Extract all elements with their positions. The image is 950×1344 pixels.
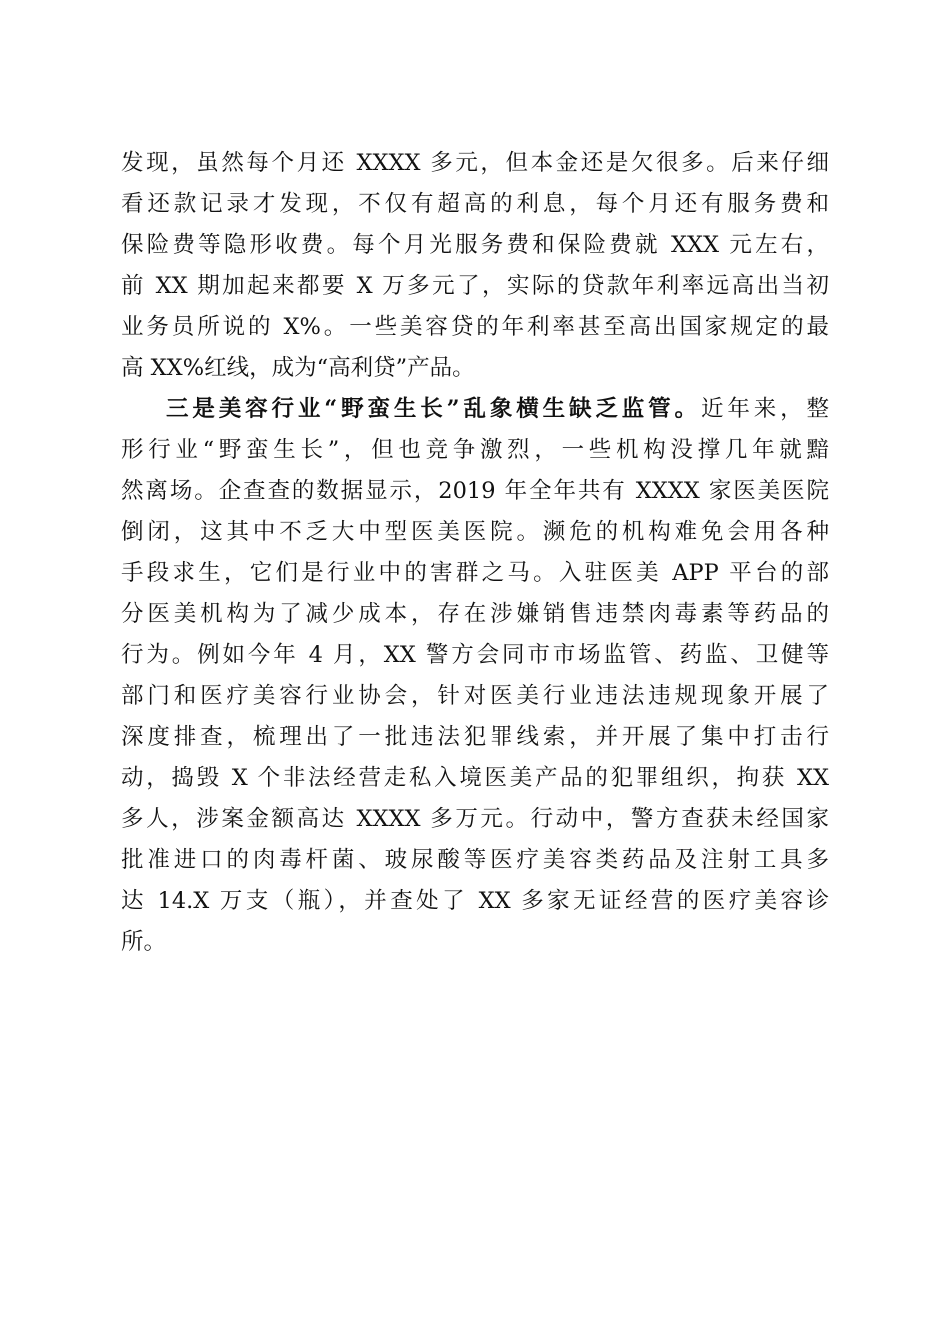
text-line: 分医美机构为了减少成本，存在涉嫌销售违禁肉毒素等药品的 <box>121 601 829 627</box>
text-line: 手段求生，它们是行业中的害群之马。入驻医美 APP 平台的部 <box>121 560 829 586</box>
text-line: 达 14.X 万支（瓶），并查处了 XX 多家无证经营的医疗美容诊 <box>121 888 829 914</box>
text-line: 发现，虽然每个月还 XXXX 多元，但本金还是欠很多。后来仔细 <box>121 150 829 176</box>
document-body <box>121 143 829 963</box>
text-line <box>121 389 829 430</box>
text-line: 行为。例如今年 4 月，XX 警方会同市市场监管、药监、卫健等 <box>121 642 829 668</box>
section-heading: 三是美容行业“野蛮生长”乱象横生缺乏监管。 <box>166 396 701 422</box>
text-line: 所。 <box>121 929 167 955</box>
text-line: 高 XX%红线，成为“高利贷”产品。 <box>121 355 475 381</box>
text-line: 保险费等隐形收费。每个月光服务费和保险费就 XXX 元左右， <box>121 232 829 258</box>
text-line: 倒闭，这其中不乏大中型医美医院。濒危的机构难免会用各种 <box>121 519 829 545</box>
text-fragment: 近年来，整 <box>700 396 829 422</box>
paragraph-industry-regulation <box>121 389 829 963</box>
text-line: 前 XX 期加起来都要 X 万多元了，实际的贷款年利率远高出当初 <box>121 273 829 299</box>
text-line: 业务员所说的 X%。一些美容贷的年利率甚至高出国家规定的最 <box>121 314 829 340</box>
text-line: 然离场。企查查的数据显示，2019 年全年共有 XXXX 家医美医院 <box>121 478 829 504</box>
text-line: 深度排查，梳理出了一批违法犯罪线索，并开展了集中打击行 <box>121 724 829 750</box>
text-line: 动，捣毁 X 个非法经营走私入境医美产品的犯罪组织，拘获 XX <box>121 765 829 791</box>
text-line: 批准进口的肉毒杆菌、玻尿酸等医疗美容类药品及注射工具多 <box>121 847 829 873</box>
text-line: 部门和医疗美容行业协会，针对医美行业违法违规现象开展了 <box>121 683 829 709</box>
paragraph-loan-fees <box>121 143 829 389</box>
text-line: 形行业“野蛮生长”，但也竞争激烈，一些机构没撑几年就黯 <box>121 437 829 463</box>
text-line: 多人，涉案金额高达 XXXX 多万元。行动中，警方查获未经国家 <box>121 806 829 832</box>
text-line: 看还款记录才发现，不仅有超高的利息，每个月还有服务费和 <box>121 191 829 217</box>
